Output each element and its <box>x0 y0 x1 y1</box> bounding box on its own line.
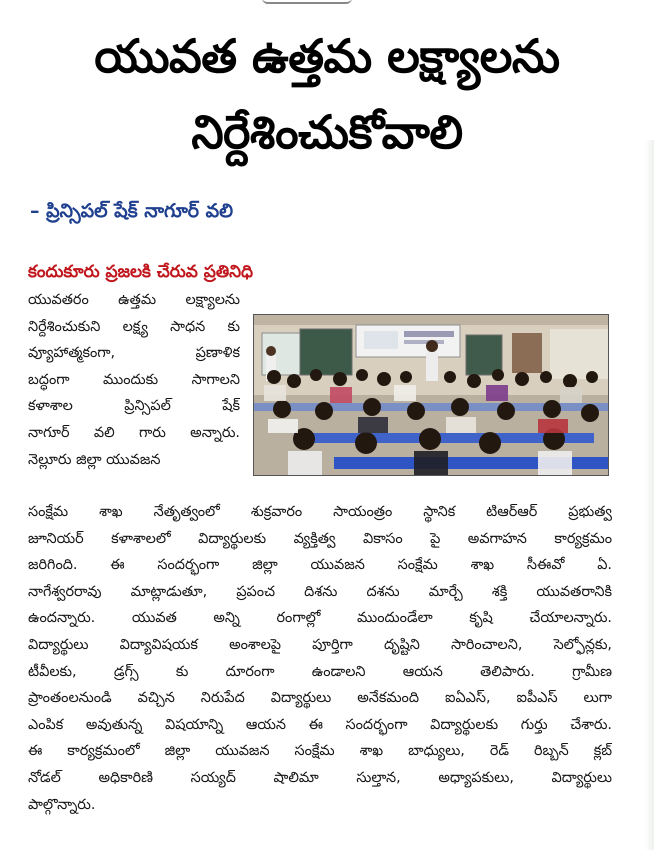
classroom-photo <box>253 314 609 476</box>
article-body-wide-column <box>28 499 612 818</box>
body-line-wide-12: పాల్గొన్నారు. <box>28 796 96 813</box>
body-line-wide-3: జరిగింది. ఈ సందర్భంగా జిల్లా యువజన సంక్షేమ శాఖ సీఈవో ఏ. <box>28 557 612 574</box>
body-line-wide-8: ప్రాంతంలనుండి వచ్చిన నిరుపేద విద్యార్థులు అనేకమంది ఐఏఎస్, ఐపీఎస్ లుగా <box>28 690 612 707</box>
body-line-wide-2: జూనియర్ కళాశాలలో విద్యార్థులకు వ్యక్తిత్వ వికాసం పై అవగాహన కార్యక్రమం <box>28 530 612 547</box>
body-line-wide-9: ఎంపిక అవుతున్న విషయాన్ని ఆయన ఈ సందర్భంగా విద్యార్థులకు గుర్తు చేశారు. <box>28 716 612 733</box>
classroom-photo-icon <box>254 315 608 475</box>
page-edge-shadow <box>645 140 654 850</box>
body-line-narrow-4: బద్ధంగా ముందుకు సాగాలని <box>28 371 240 388</box>
body-line-wide-10: ఈ కార్యక్రమంలో జిల్లా యువజన సంక్షేమ శాఖ బాధ్యులు, రెడ్ రిబ్బన్ క్లబ్ <box>28 743 612 760</box>
byline: – ప్రిన్సిపల్ షేక్ నాగూర్ వలి <box>30 200 234 222</box>
cropped-header-fragment <box>262 0 352 4</box>
body-line-narrow-5: కళాశాల ప్రిన్సిపల్ షేక్ <box>28 398 240 415</box>
dateline: కందుకూరు ప్రజలకి చేరువ ప్రతినిధి <box>28 262 254 282</box>
body-line-wide-5: ఉందన్నారు. యువత అన్ని రంగాల్లో ముందుండేలా కృషి చేయాలన్నారు. <box>28 610 612 627</box>
body-line-wide-6: విద్యార్థులు విద్యావిషయక అంశాలపై పూర్తిగా దృష్టిని సారించాలని, సెల్ఫోన్లకు, <box>28 636 612 653</box>
body-line-narrow-6: నాగూర్ వలి గారు అన్నారు. <box>28 424 240 441</box>
article-body-narrow-column <box>28 287 240 473</box>
body-line-wide-11: నోడల్ అధికారిణి సయ్యద్ షాలిమా సుల్తాన, అధ్యాపకులు, విద్యార్థులు <box>28 769 612 786</box>
headline-line-1: యువత ఉత్తమ లక్ష్యాలను <box>94 29 560 83</box>
body-line-narrow-7: నెల్లూరు జిల్లా యువజన <box>28 451 161 468</box>
body-line-narrow-1: యువతరం ఉత్తమ లక్ష్యాలను <box>28 292 240 308</box>
body-line-narrow-3: వ్యూహాత్మకంగా, ప్రణాళిక <box>28 345 240 362</box>
body-line-wide-7: టీవీలకు, డ్రగ్స్ కు దూరంగా ఉండాలని ఆయన తెలిపారు. గ్రామీణ <box>28 663 612 680</box>
body-line-narrow-2: నిర్దేశించుకుని లక్ష్య సాధన కు <box>28 318 240 335</box>
body-line-wide-4: నాగేశ్వరరావు మాట్లాడుతూ, ప్రపంచ దిశను దశను మార్చే శక్తి యువతరానికి <box>28 583 612 600</box>
headline-line-2: నిర్దేశించుకోవాలి <box>191 105 463 159</box>
body-line-wide-1: సంక్షేమ శాఖ నేతృత్వంలో శుక్రవారం సాయంత్రం స్థానిక టిఆర్ఆర్ ప్రభుత్వ <box>28 504 612 520</box>
